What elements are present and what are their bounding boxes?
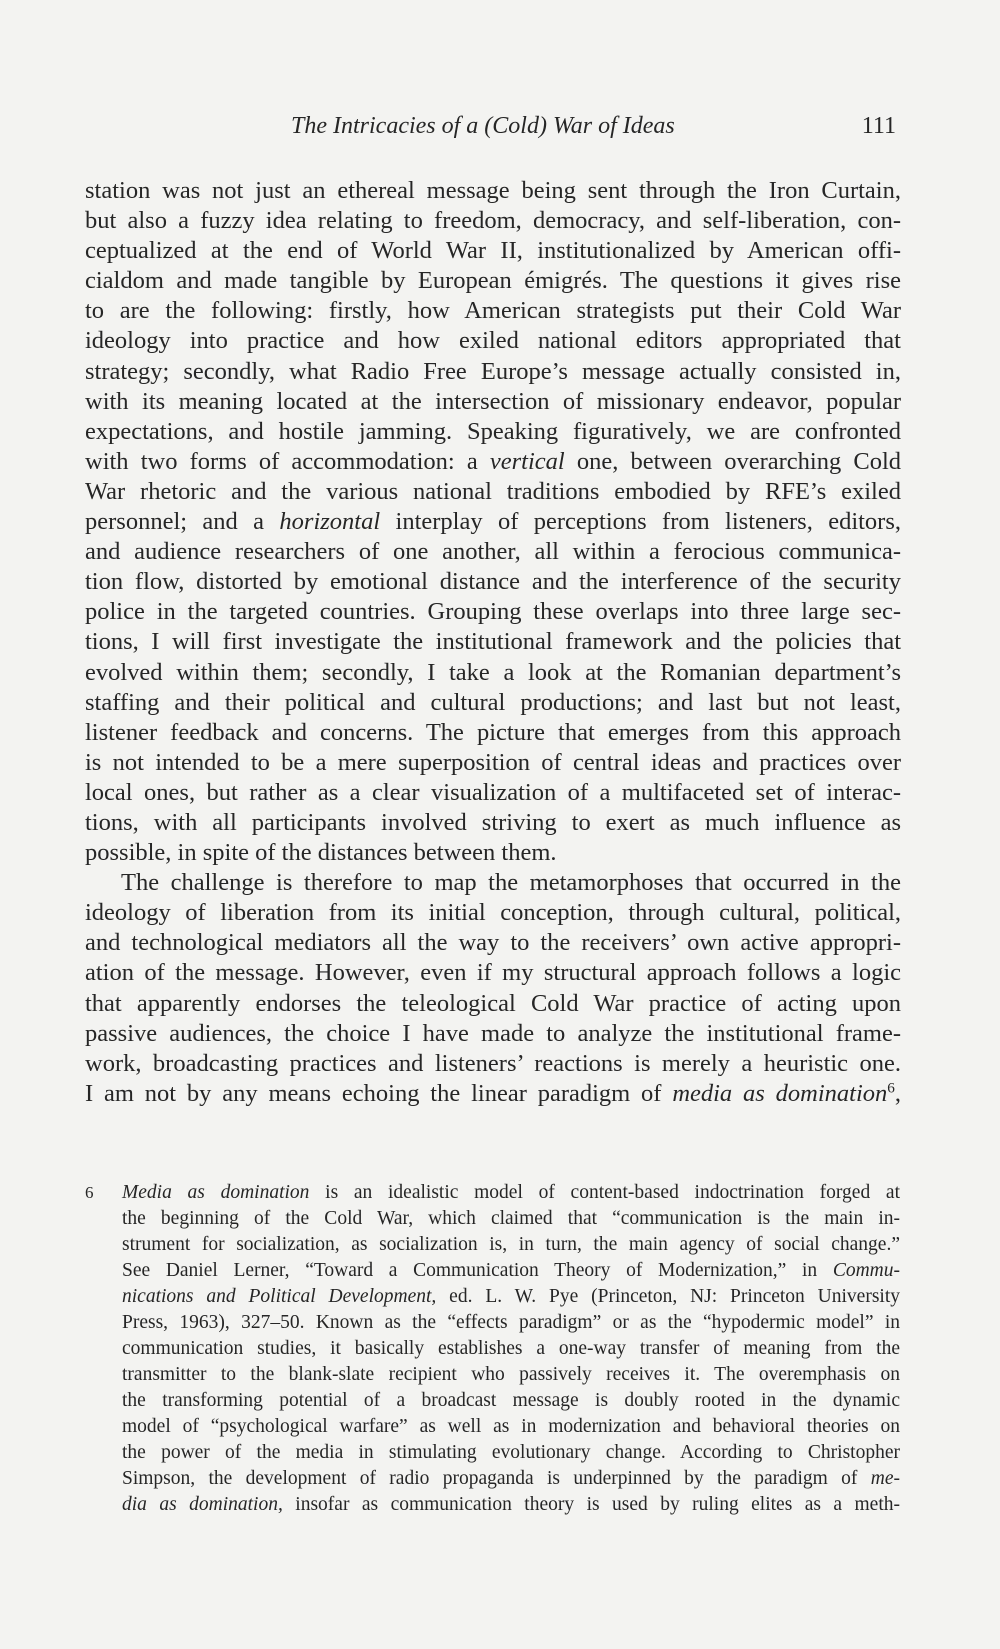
body-line: War rhetoric and the various national traditions embodied by RFE’s exiled [85,477,901,505]
body-line: tions, with all participants involved striving to exert as much influence as [85,808,901,836]
body-line: work, broadcasting practices and listeners’ reactions is merely a heuristic one. [85,1049,901,1077]
body-line: tion flow, distorted by emotional distance and the interference of the security [85,568,901,596]
footnote-line: the power of the media in stimulating evolutionary change. According to Christopher [122,1442,900,1463]
body-line: strategy; secondly, what Radio Free Europe’s message actually consisted in, [85,357,901,385]
body-line: I am not by any means echoing the linear paradigm of media as domination$^6$, [85,1079,901,1107]
body-line: evolved within them; secondly, I take a look at the Romanian department’s [85,658,901,686]
body-line: The challenge is therefore to map the metamorphoses that occurred in the [121,869,901,897]
body-line: is not intended to be a mere superposition of central ideas and practices over [85,748,901,776]
footnote-line: Media as domination is an idealistic model of content-based indoctrination forged at [122,1182,900,1203]
footnote-line: transmitter to the blank-slate recipient who passively receives it. The overemphasis on [122,1364,900,1385]
footnote-line: model of “psychological warfare” as well as in modernization and behavioral theories on [122,1416,900,1437]
footnote-text [122,1180,900,1518]
footnote-line: communication studies, it basically establishes a one-way transfer of meaning from the [122,1338,900,1359]
body-line: police in the targeted countries. Grouping these overlaps into three large sec- [85,598,901,626]
body-line: tions, I will first investigate the institutional framework and the policies that [85,628,901,656]
body-line: that apparently endorses the teleological Cold War practice of acting upon [85,989,901,1017]
body-line: passive audiences, the choice I have made to analyze the institutional frame- [85,1019,901,1047]
footnote-reference: 6 [887,1079,895,1097]
body-line: to are the following: firstly, how American strategists put their Cold War [85,297,901,325]
body-line: station was not just an ethereal message being sent through the Iron Curtain, [85,177,901,204]
body-line: but also a fuzzy idea relating to freedom, democracy, and self-liberation, con- [85,207,901,235]
footnote-line: Simpson, the development of radio propaganda is underpinned by the paradigm of me- [122,1468,900,1489]
footnote-line: dia as domination, insofar as communication theory is used by ruling elites as a meth- [122,1494,900,1515]
body-line: and audience researchers of one another, all within a ferocious communica- [85,538,901,566]
running-head [85,113,896,147]
body-line: listener feedback and concerns. The picture that emerges from this approach [85,718,901,746]
footnote-line: the transforming potential of a broadcast message is doubly rooted in the dynamic [122,1390,900,1411]
footnote-mark: 6 [85,1183,94,1202]
body-line: ideology of liberation from its initial conception, through cultural, political, [85,899,901,927]
body-line: with its meaning located at the intersection of missionary endeavor, popular [85,387,901,415]
body-line: personnel; and a horizontal interplay of perceptions from listeners, editors, [85,508,901,536]
footnote-line: nications and Political Development, ed. L. W. Pye (Princeton, NJ: Princeton University [122,1286,900,1307]
body-line: possible, in spite of the distances between them. [85,839,557,867]
body-line: ceptualized at the end of World War II, institutionalized by American offi- [85,237,901,265]
body-text [85,176,901,1109]
footnote-line: strument for socialization, as socialization is, in turn, the main agency of social change.” [122,1234,900,1255]
body-line: and technological mediators all the way to the receivers’ own active appropri- [85,929,901,957]
page-number: 111 [861,113,896,139]
footnote-line: Press, 1963), 327–50. Known as the “effects paradigm” or as the “hypodermic model” in [122,1312,900,1333]
body-line: cialdom and made tangible by European émigrés. The questions it gives rise [85,267,901,295]
emphasis-media-as-domination: media as domination [672,1079,888,1107]
body-line: with two forms of accommodation: a vertical one, between overarching Cold [85,447,901,475]
emphasis-vertical: vertical [489,447,565,475]
running-title: The Intricacies of a (Cold) War of Ideas [291,113,675,139]
emphasis-horizontal: horizontal [279,508,381,536]
footnote-line: the beginning of the Cold War, which claimed that “communication is the main in- [122,1208,900,1229]
footnote-line: See Daniel Lerner, “Toward a Communication Theory of Modernization,” in Commu- [122,1260,900,1281]
body-line: local ones, but rather as a clear visualization of a multifaceted set of interac- [85,778,901,806]
body-line: staffing and their political and cultural productions; and last but not least, [85,688,901,716]
body-line: ideology into practice and how exiled national editors appropriated that [85,327,901,355]
body-line: expectations, and hostile jamming. Speaking figuratively, we are confronted [85,417,901,445]
body-line: ation of the message. However, even if my structural approach follows a logic [85,959,901,987]
